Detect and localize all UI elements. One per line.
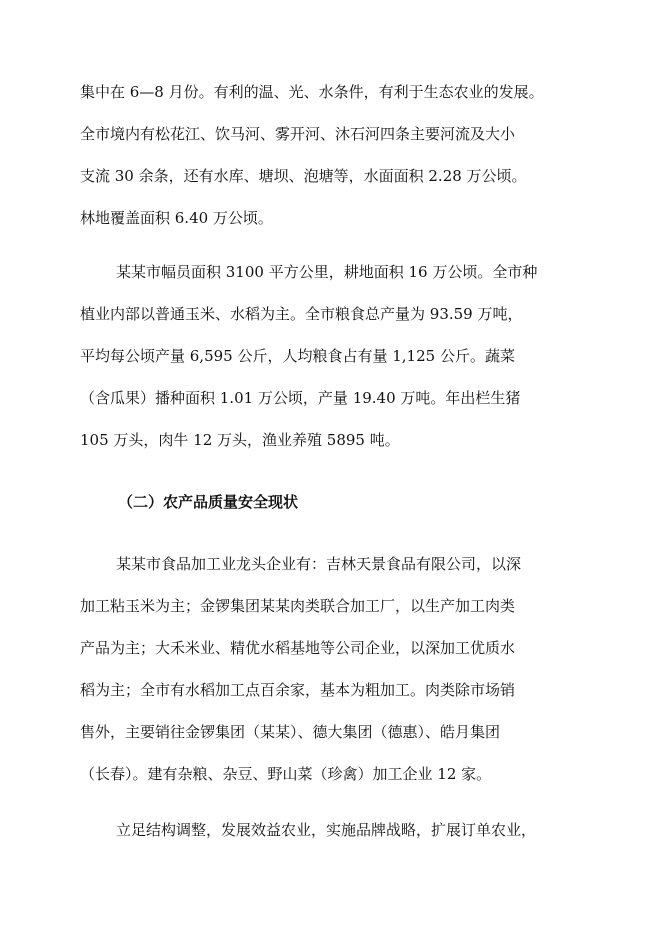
paragraph-3-line-4: 稻为主；全市有水稻加工点百余家，基本为粗加工。肉类除市场销 (80, 681, 516, 699)
paragraph-2-line-5: 105 万头，肉牛 12 万头，渔业养殖 5895 吨。 (80, 431, 400, 449)
paragraph-3-line-1: 某某市食品加工业龙头企业有：吉林天景食品有限公司，以深 (116, 555, 522, 573)
paragraph-4-line-1: 立足结构调整，发展效益农业，实施品牌战略，扩展订单农业， (116, 821, 537, 839)
paragraph-3-line-3: 产品为主；大禾米业、精优水稻基地等公司企业，以深加工优质水 (80, 639, 516, 657)
paragraph-3-line-6: （长春）。建有杂粮、杂豆、野山菜（珍禽）加工企业 12 家。 (80, 765, 492, 783)
paragraph-3-line-5: 售外，主要销往金锣集团（某某）、德大集团（德惠）、皓月集团 (80, 723, 501, 741)
paragraph-2-line-2: 植业内部以普通玉米、水稻为主。全市粮食总产量为 93.59 万吨， (80, 305, 523, 323)
paragraph-3-line-2: 加工粘玉米为主；金锣集团某某肉类联合加工厂，以生产加工肉类 (80, 597, 516, 615)
paragraph-1-line-2: 全市境内有松花江、饮马河、雾开河、沐石河四条主要河流及大小 (80, 125, 516, 143)
section-heading: （二）农产品质量安全现状 (118, 493, 299, 511)
paragraph-1-line-3: 支流 30 余条，还有水库、塘坝、泡塘等，水面面积 2.28 万公顷。 (80, 167, 527, 185)
paragraph-1-line-4: 林地覆盖面积 6.40 万公顷。 (80, 209, 273, 227)
paragraph-2-line-4: （含瓜果）播种面积 1.01 万公顷，产量 19.40 万吨。年出栏生猪 (80, 389, 521, 407)
paragraph-2-line-3: 平均每公顷产量 6,595 公斤，人均粮食占有量 1,125 公斤。蔬菜 (80, 347, 515, 365)
paragraph-2-line-1: 某某市幅员面积 3100 平方公里，耕地面积 16 万公顷。全市种 (116, 263, 538, 281)
paragraph-1-line-1: 集中在 6—8 月份。有利的温、光、水条件，有利于生态农业的发展。 (80, 83, 544, 101)
